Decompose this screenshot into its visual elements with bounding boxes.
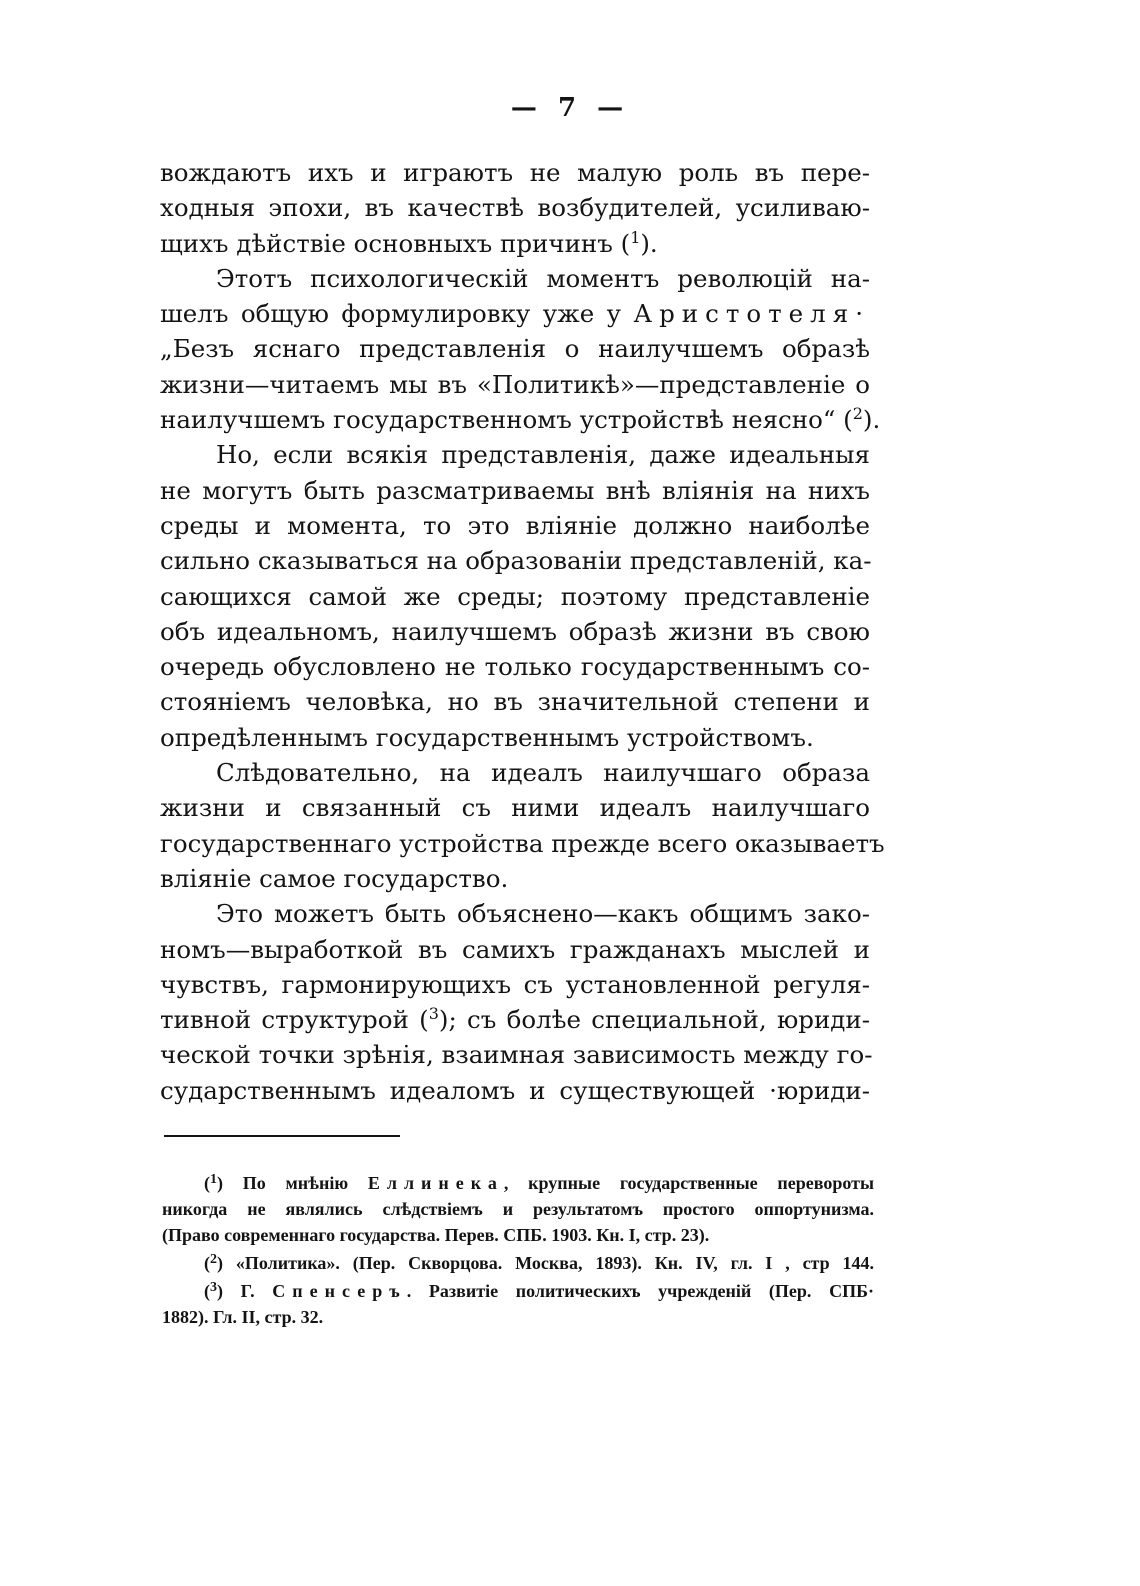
footnote-ref: 3 [428,1004,439,1024]
footnote-mark: 3 [210,1280,217,1295]
text-line: вождаютъ ихъ и играютъ не малую роль въ пере- [160,158,870,187]
text-line: среды и момента, то это вліяніе должно наиболѣе [160,510,870,540]
text-line [160,296,870,331]
text-line: Слѣдовательно, на идеалъ наилучшаго образа [216,758,870,788]
main-text [160,155,885,1108]
text-line: опредѣленнымъ государственнымъ устройствомъ. [160,722,814,752]
text-line: Но, если всякія представленія, даже идеальныя [216,440,870,470]
text-line: стояніемъ человѣка, но въ значительной степени и [160,687,870,717]
text-line: номъ—выработкой въ самихъ гражданахъ мыслей и [160,934,870,964]
text-line: жизни и связанный съ ними идеалъ наилучшаго [160,793,870,823]
text-line: не могутъ быть разсматриваемы внѣ вліянія на нихъ [160,475,870,505]
text-fragment: тивной структурой ( [160,1005,429,1035]
text-line: вліяніе самое государство. [160,863,509,893]
text-line: сударственнымъ идеаломъ и существующей ·юриди- [160,1075,870,1105]
text-line: объ идеальномъ, наилучшемъ образѣ жизни въ свою [160,616,870,646]
text-line: сающихся самой же среды; поэтому представленіе [160,581,870,611]
text-line: Этотъ психологическій моментъ революцій на- [216,263,870,293]
text-fragment: , крупные государственные перевороты [503,1173,875,1193]
footnote-3: ($^3$) Г. Спенсеръ. Развитіе политическихъ учрежденій (Пер. СПБ· [204,1280,874,1301]
text-line: ходныя эпохи, въ качествѣ возбудителей, усиливаю- [160,193,870,223]
text-line: государственнаго устройства прежде всего оказываетъ [160,828,885,858]
text-fragment: щихъ дѣйствіе основныхъ причинъ ( [160,228,631,258]
text-line: очередь обусловлено не только государственнымъ со- [160,652,870,682]
text-fragment: ). [640,228,658,258]
footnote-mark: 2 [210,1252,217,1267]
author-name: Аристотеля· [633,299,870,329]
footnote-2: ($^2$) «Политика». (Пер. Скворцова. Москва, 1893). Кн. IV, гл. I , стр 144. [204,1252,874,1273]
text-fragment: ) «Политика». (Пер. Скворцова. Москва, 1893). Кн. IV, гл. I , стр 144. [217,1253,874,1273]
footnote-ref: 1 [630,227,641,247]
text-line: чувствъ, гармонирующихъ съ установленной регуля- [160,969,870,999]
text-fragment: ) Г. [217,1281,273,1301]
text-fragment: ). [862,405,881,435]
footnote-separator [164,1135,400,1137]
footnote-1-line: (Право современнаго государства. Перев. СПБ. 1903. Кн. I, стр. 23). [162,1225,710,1245]
footnote-ref: 2 [852,404,863,424]
author-name: Еллинека [367,1173,504,1193]
text-line [160,226,870,261]
footnotes [162,1170,874,1330]
text-fragment: . Развитіе политическихъ учрежденій (Пер. СПБ· [406,1281,874,1301]
text-line [160,402,881,437]
footnote-1-line: никогда не являлись слѣдствіемъ и результатомъ простого оппортунизма. [162,1199,874,1219]
author-name: Спенсеръ [272,1281,407,1301]
page-number: — 7 — [510,93,630,123]
text-fragment: ); съ болѣе специальной, юриди- [438,1005,870,1035]
text-line [160,1002,870,1037]
text-line: сильно сказываться на образованіи представленій, ка- [160,546,872,576]
text-fragment: наилучшемъ государственномъ устройствѣ неясно“ ( [160,405,853,435]
text-line: „Безъ яснаго представленія о наилучшемъ образѣ [160,334,870,364]
footnote-mark: 1 [210,1172,217,1187]
text-fragment: ) По мнѣнію [217,1173,368,1193]
text-fragment: шелъ общую формулировку уже у [160,299,634,329]
footnote-3-line: 1882). Гл. II, стр. 32. [162,1307,324,1327]
footnote-1: ($^1$) По мнѣнію Еллинека, крупные государственные перевороты [204,1172,875,1193]
text-line: Это можетъ быть объяснено—какъ общимъ зако- [216,899,870,929]
text-line: ческой точки зрѣнія, взаимная зависимость между го- [160,1040,873,1070]
text-line: жизни—читаемъ мы въ «Политикѣ»—представленіе о [160,369,870,399]
